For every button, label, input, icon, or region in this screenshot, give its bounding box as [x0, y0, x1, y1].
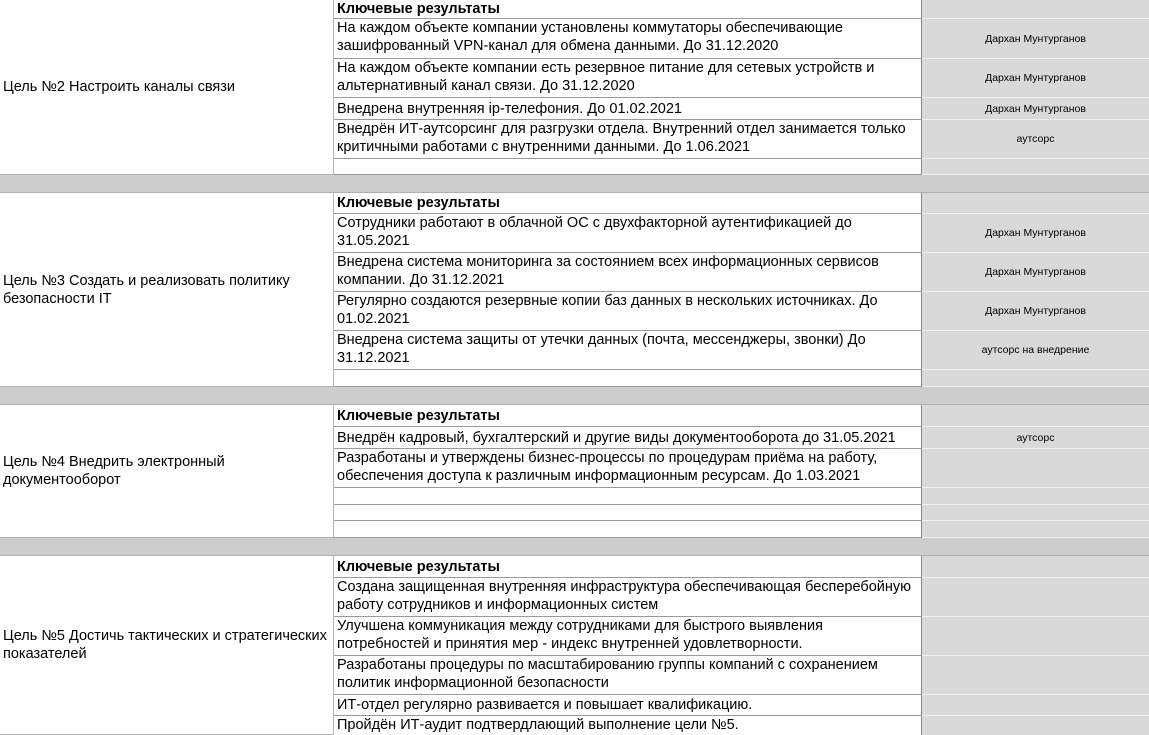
goal-label-cell[interactable]: Цель №2 Настроить каналы связи	[0, 0, 334, 175]
empty-owner-cell[interactable]	[922, 556, 1149, 578]
key-result-cell[interactable]: На каждом объекте компании установлены коммутаторы обеспечивающие зашифрованный VPN-канал для обмена данными. До 31.12.2020	[334, 19, 922, 59]
key-result-cell[interactable]: Внедрён кадровый, бухгалтерский и другие виды документооборота до 31.05.2021	[334, 427, 922, 449]
empty-owner-cell[interactable]	[922, 505, 1149, 521]
key-result-cell[interactable]: Сотрудники работают в облачной ОС с двухфакторной аутентификацией до 31.05.2021	[334, 214, 922, 253]
key-result-cell[interactable]: Пройдён ИТ-аудит подтвердлающий выполнение цели №5.	[334, 716, 922, 735]
goal-label-cell[interactable]: Цель №5 Достичь тактических и стратегических показателей	[0, 556, 334, 735]
key-result-cell[interactable]: Внедрена система защиты от утечки данных (почта, мессенджеры, звонки) До 31.12.2021	[334, 331, 922, 370]
owner-cell[interactable]: Дархан Мунтурганов	[922, 253, 1149, 292]
key-result-cell[interactable]: На каждом объекте компании есть резервное питание для сетевых устройств и альтернативный канал связи. До 31.12.2020	[334, 59, 922, 98]
empty-owner-cell[interactable]	[922, 159, 1149, 175]
key-result-cell[interactable]: Разработаны и утверждены бизнес-процессы по процедурам приёма на работу, обеспечения доступа к различным информационным ресурсам. До 1.03.2021	[334, 449, 922, 488]
owner-cell[interactable]	[922, 449, 1149, 488]
empty-result-cell[interactable]	[334, 505, 922, 521]
key-result-cell[interactable]: ИТ-отдел регулярно развивается и повышает квалификацию.	[334, 695, 922, 716]
separator-row	[0, 538, 1149, 556]
owner-cell[interactable]: Дархан Мунтурганов	[922, 19, 1149, 59]
empty-result-cell[interactable]	[334, 521, 922, 538]
owner-cell[interactable]	[922, 695, 1149, 716]
key-result-cell[interactable]: Внедрена система мониторинга за состоянием всех информационных сервисов компании. До 31.12.2021	[334, 253, 922, 292]
key-result-cell[interactable]: Создана защищенная внутренняя инфраструктура обеспечивающая бесперебойную работу сотрудников и информационных систем	[334, 578, 922, 617]
key-results-header-cell[interactable]: Ключевые результаты	[334, 556, 922, 578]
empty-result-cell[interactable]	[334, 488, 922, 505]
separator-row	[0, 387, 1149, 405]
key-result-cell[interactable]: Внедрён ИТ-аутсорсинг для разгрузки отдела. Внутренний отдел занимается только критичными работами с внутренними данными. До 1.06.2021	[334, 120, 922, 159]
empty-owner-cell[interactable]	[922, 521, 1149, 538]
empty-owner-cell[interactable]	[922, 370, 1149, 387]
goal-label-cell[interactable]: Цель №4 Внедрить электронный документооборот	[0, 405, 334, 538]
empty-owner-cell[interactable]	[922, 193, 1149, 214]
owner-cell[interactable]: аутсорс	[922, 427, 1149, 449]
empty-result-cell[interactable]	[334, 159, 922, 175]
key-result-cell[interactable]: Внедрена внутренняя ip-телефония. До 01.02.2021	[334, 98, 922, 120]
owner-cell[interactable]	[922, 617, 1149, 656]
owner-cell[interactable]: Дархан Мунтурганов	[922, 98, 1149, 120]
key-result-cell[interactable]: Улучшена коммуникация между сотрудниками для быстрого выявления потребностей и принятия мер - индекс внутренней удовлетворности.	[334, 617, 922, 656]
owner-cell[interactable]: Дархан Мунтурганов	[922, 214, 1149, 253]
owner-cell[interactable]: Дархан Мунтурганов	[922, 292, 1149, 331]
owner-cell[interactable]	[922, 716, 1149, 735]
key-result-cell[interactable]: Регулярно создаются резервные копии баз данных в нескольких источниках. До 01.02.2021	[334, 292, 922, 331]
owner-cell[interactable]: аутсорс	[922, 120, 1149, 159]
separator-row	[0, 175, 1149, 193]
key-result-cell[interactable]: Разработаны процедуры по масштабированию группы компаний с сохранением политик информационной безопасности	[334, 656, 922, 695]
key-results-header-cell[interactable]: Ключевые результаты	[334, 405, 922, 427]
empty-result-cell[interactable]	[334, 370, 922, 387]
empty-owner-cell[interactable]	[922, 488, 1149, 505]
owner-cell[interactable]	[922, 656, 1149, 695]
owner-cell[interactable]: Дархан Мунтурганов	[922, 59, 1149, 98]
owner-cell[interactable]: аутсорс на внедрение	[922, 331, 1149, 370]
empty-owner-cell[interactable]	[922, 405, 1149, 427]
key-results-header-cell[interactable]: Ключевые результаты	[334, 193, 922, 214]
goal-label-cell[interactable]: Цель №3 Создать и реализовать политику безопасности IT	[0, 193, 334, 387]
owner-cell[interactable]	[922, 578, 1149, 617]
empty-owner-cell[interactable]	[922, 0, 1149, 19]
key-results-header-cell[interactable]: Ключевые результаты	[334, 0, 922, 19]
